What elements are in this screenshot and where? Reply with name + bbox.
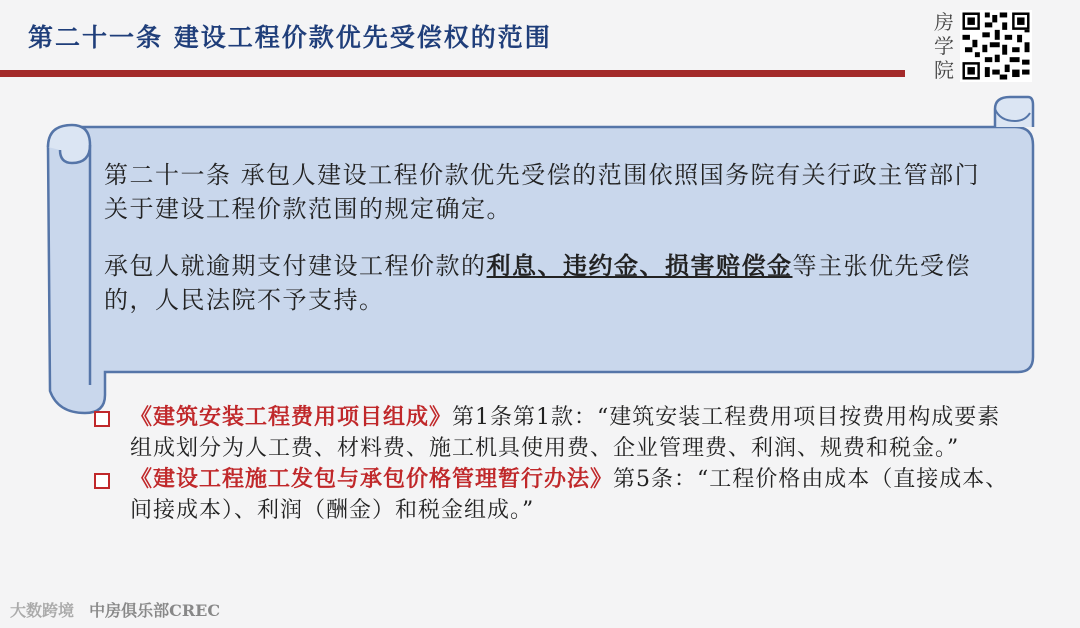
article-paragraph: 第二十一条 承包人建设工程价款优先受偿的范围依照国务院有关行政主管部门关于建设工程价款范围的规定确定。 <box>104 161 981 223</box>
list-item <box>92 402 1022 464</box>
source-title: 《建筑安装工程费用项目组成》 <box>130 404 453 430</box>
paragraph-text: 承包人就逾期支付建设工程价款的 <box>104 252 487 280</box>
scroll-content <box>104 158 1004 340</box>
logo-text: 房学院 <box>934 10 954 82</box>
article-paragraph-2 <box>104 249 1004 317</box>
square-bullet-icon <box>94 473 110 489</box>
square-bullet-icon <box>94 411 110 427</box>
watermark: 大数跨境 <box>10 601 75 620</box>
reference-list <box>92 402 1022 526</box>
source-text: 第1条第1款：“建筑安装工程费用项目按费用构成要素组成划分为人工费、材料费、施工机具使用费、企业管理费、利润、规费和税金。” <box>130 405 1001 461</box>
emphasis-text: 利息、违约金、损害赔偿金 <box>486 251 793 280</box>
qr-code-icon <box>960 10 1032 82</box>
list-item <box>92 464 1022 526</box>
footer <box>10 598 220 621</box>
page-title: 第二十一条 建设工程价款优先受偿权的范围 <box>28 23 552 52</box>
source-text: 第5条：“工程价格由成本（直接成本、间接成本）、利润（酬金）和税金组成。” <box>130 467 1009 523</box>
paragraph-text: 等主张优先受偿的，人民法院不予支持。 <box>104 252 971 314</box>
title-divider <box>0 70 905 77</box>
org-name: 中房俱乐部CREC <box>89 601 221 620</box>
source-title: 《建设工程施工发包与承包价格管理暂行办法》 <box>130 466 614 492</box>
